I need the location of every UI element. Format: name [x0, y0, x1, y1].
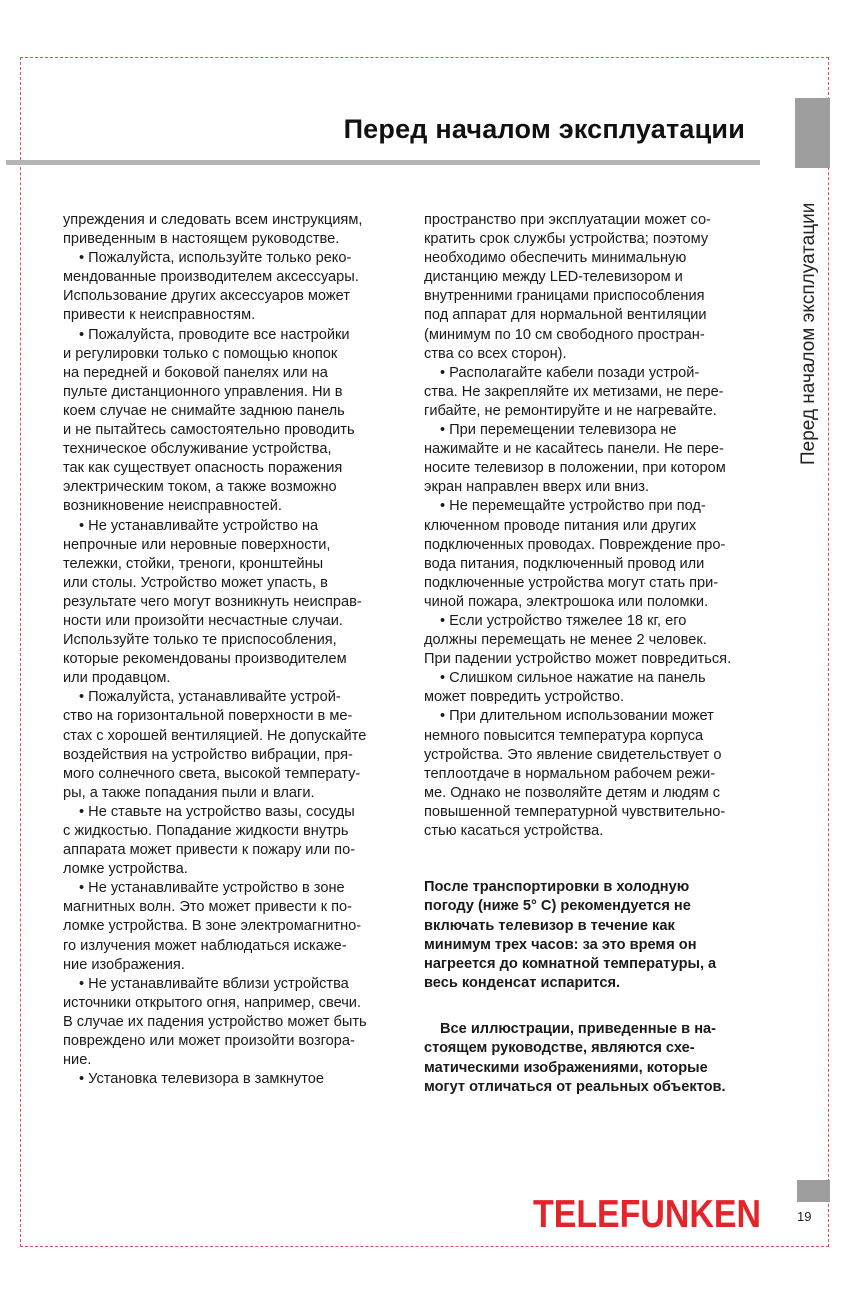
text-line: стах с хорошей вентиляцией. Не допускайте: [63, 727, 367, 744]
text-line: подключенных проводах. Повреждение про-: [424, 536, 726, 553]
text-line: ние.: [63, 1052, 92, 1069]
text-line: необходимо обеспечить минимальную: [424, 250, 687, 267]
bullet-line: • Если устройство тяжелее 18 кг, его: [440, 612, 687, 629]
text-line: ме. Однако не позволяйте детям и людям с: [424, 784, 721, 801]
bullet-line: • Пожалуйста, используйте только реко-: [79, 250, 352, 267]
text-line: экран направлен вверх или вниз.: [424, 479, 649, 496]
text-line: привести к неисправностям.: [63, 307, 256, 324]
text-line: непрочные или неровные поверхности,: [63, 536, 331, 553]
brand-wordmark: TELEFUNKEN: [533, 1193, 761, 1236]
text-line: под аппарат для нормальной вентиляции: [424, 307, 707, 324]
telefunken-logo: [533, 1189, 763, 1234]
text-line: носите телевизор в положении, при котором: [424, 460, 726, 477]
text-line: подключенные устройства могут стать при-: [424, 574, 719, 591]
bullet-line: • При длительном использовании может: [440, 708, 714, 725]
text-line: ство на горизонтальной поверхности в ме-: [63, 708, 353, 725]
text-line: Используйте только те приспособления,: [63, 632, 337, 649]
bullet-line: • Располагайте кабели позади устрой-: [440, 364, 700, 381]
right-text-column: [424, 211, 764, 841]
transport-warning-note: [424, 878, 759, 994]
text-line: воздействия на устройство вибрации, пря-: [63, 746, 353, 763]
text-line: электрическим током, а также возможно: [63, 479, 337, 496]
text-line: ние изображения.: [63, 956, 185, 973]
text-line: устройства. Это явление свидетельствует о: [424, 746, 722, 763]
text-line: ломке устройства.: [63, 861, 188, 878]
text-line: ства со всех сторон).: [424, 345, 567, 362]
bullet-line: • Не устанавливайте вблизи устройства: [79, 975, 349, 992]
text-line: аппарата может привести к пожару или по-: [63, 842, 356, 859]
bullet-line: • Пожалуйста, проводите все настройки: [79, 326, 350, 343]
text-line: чиной пожара, электрошока или поломки.: [424, 593, 709, 610]
text-line: техническое обслуживание устройства,: [63, 441, 332, 458]
text-line: возникновение неисправностей.: [63, 498, 282, 515]
left-text-column: [63, 211, 405, 1089]
bullet-line: • Не устанавливайте устройство в зоне: [79, 880, 345, 897]
bullet-line: • Не устанавливайте устройство на: [79, 517, 319, 534]
text-line: магнитных волн. Это может привести к по-: [63, 899, 353, 916]
bullet-line: • Установка телевизора в замкнутое: [79, 1071, 324, 1088]
text-line: мого солнечного света, высокой температу-: [63, 765, 361, 782]
text-line: повреждено или может произойти возгора-: [63, 1033, 355, 1050]
text-line: В случае их падения устройство может быть: [63, 1013, 367, 1030]
text-line: ры, а также попадания пыли и влаги.: [63, 784, 315, 801]
text-line: вода питания, подключенный провод или: [424, 555, 705, 572]
text-line: и регулировки только с помощью кнопок: [63, 345, 338, 362]
text-line: Использование других аксессуаров может: [63, 288, 350, 305]
text-line: источники открытого огня, например, свечи.: [63, 994, 362, 1011]
text-line: (минимум по 10 см свободного простран-: [424, 326, 705, 343]
side-section-title: Перед началом эксплуатации: [798, 202, 819, 465]
text-line: пространство при эксплуатации может со-: [424, 212, 711, 228]
text-line: так как существует опасность поражения: [63, 460, 343, 477]
note-line: весь конденсат испарится.: [424, 975, 621, 992]
illustrations-note: [424, 1020, 759, 1097]
header-rule: [6, 160, 760, 165]
text-line: может повредить устройство.: [424, 689, 625, 706]
text-line: приведенным в настоящем руководстве.: [63, 231, 340, 248]
text-line: коем случае не снимайте заднюю панель: [63, 402, 345, 419]
bullet-line: • Не ставьте на устройство вазы, сосуды: [79, 803, 355, 820]
note-line: минимум трех часов: за это время он: [424, 936, 697, 953]
text-line: тележки, стойки, треноги, кронштейны: [63, 555, 324, 572]
text-line: должны перемещать не менее 2 человек.: [424, 632, 707, 649]
text-line: дистанцию между LED-телевизором и: [424, 269, 683, 286]
text-line: повышенной температурной чувствительно-: [424, 803, 726, 820]
bullet-line: • Пожалуйста, устанавливайте устрой-: [79, 689, 341, 706]
text-line: с жидкостью. Попадание жидкости внутрь: [63, 823, 349, 839]
text-line: или столы. Устройство может упасть, в: [63, 574, 328, 591]
text-line: внутренними границами приспособления: [424, 288, 705, 305]
page-number: 19: [797, 1209, 812, 1224]
text-line: кратить срок службы устройства; поэтому: [424, 231, 709, 248]
text-line: стью касаться устройства.: [424, 823, 604, 839]
text-line: теплоотдаче в нормальном рабочем режи-: [424, 765, 716, 782]
text-line: и не пытайтесь самостоятельно проводить: [63, 422, 355, 439]
page-tab-marker: [797, 1180, 830, 1202]
note-line: включать телевизор в течение как: [424, 917, 675, 934]
note-line: стоящем руководстве, являются схе-: [424, 1040, 695, 1057]
bullet-line: • Слишком сильное нажатие на панель: [440, 670, 706, 687]
text-line: го излучения может наблюдаться искаже-: [63, 937, 347, 954]
text-line: или продавцом.: [63, 670, 171, 687]
text-line: пульте дистанционного управления. Ни в: [63, 383, 343, 400]
text-line: При падении устройство может повредиться.: [424, 651, 732, 668]
note-line: нагреется до комнатной температуры, а: [424, 956, 717, 973]
note-line: могут отличаться от реальных объектов.: [424, 1078, 726, 1095]
text-line: которые рекомендованы производителем: [63, 651, 347, 668]
page-title: Перед началом эксплуатации: [343, 114, 745, 144]
text-line: ности или произойти несчастные случаи.: [63, 612, 343, 629]
text-line: нажимайте и не касайтесь панели. Не пере-: [424, 441, 724, 458]
note-line: погоду (ниже 5° С) рекомендуется не: [424, 898, 691, 915]
text-line: мендованные производителем аксессуары.: [63, 269, 359, 286]
text-line: ломке устройства. В зоне электромагнитно-: [63, 918, 362, 935]
text-line: ства. Не закрепляйте их метизами, не пере-: [424, 383, 724, 400]
bullet-line: • Не перемещайте устройство при под-: [440, 498, 706, 515]
text-line: гибайте, не ремонтируйте и не нагревайте.: [424, 402, 717, 419]
text-line: на передней и боковой панелях или на: [63, 364, 328, 381]
section-tab-marker: [795, 98, 830, 168]
text-line: результате чего могут возникнуть неисправ-: [63, 593, 362, 610]
note-line: После транспортировки в холодную: [424, 879, 690, 895]
text-line: немного повысится температура корпуса: [424, 727, 704, 744]
text-line: упреждения и следовать всем инструкциям,: [63, 212, 363, 228]
note-line: матическими изображениями, которые: [424, 1059, 708, 1076]
text-line: ключенном проводе питания или других: [424, 517, 697, 534]
note-line: Все иллюстрации, приведенные в на-: [440, 1021, 716, 1037]
bullet-line: • При перемещении телевизора не: [440, 422, 677, 439]
